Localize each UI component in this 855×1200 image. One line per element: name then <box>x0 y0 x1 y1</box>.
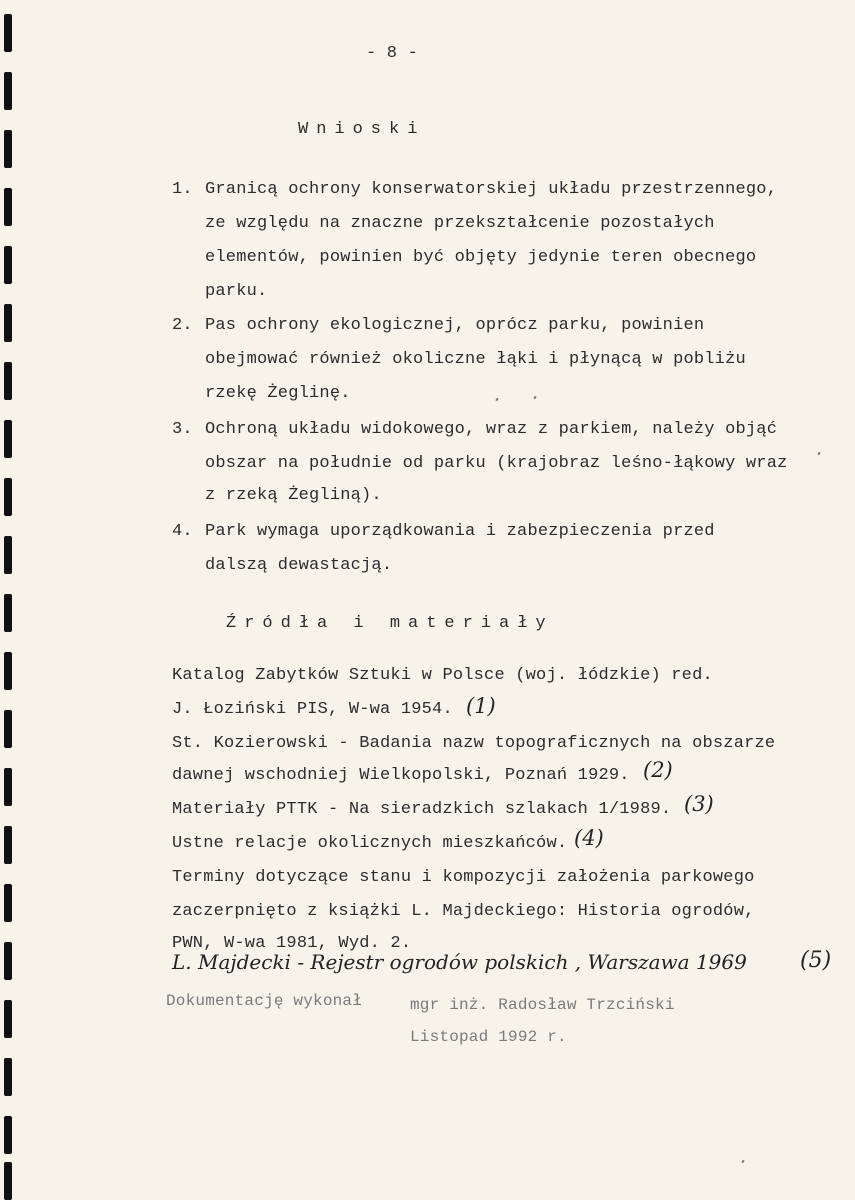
sources-heading: Źródła i materiały <box>226 614 554 633</box>
binding-hole <box>4 246 12 284</box>
scan-speck <box>495 398 498 402</box>
list-item-number: 1. <box>172 180 193 199</box>
handwritten-ref: (3) <box>684 792 714 816</box>
binding-hole <box>4 710 12 748</box>
list-item-line: ze względu na znaczne przekształcenie pozostałych <box>205 214 715 233</box>
list-item-number: 3. <box>172 420 193 439</box>
list-item-number: 2. <box>172 316 193 335</box>
binding-hole <box>4 304 12 342</box>
scan-speck <box>817 452 820 456</box>
binding-hole <box>4 594 12 632</box>
handwritten-ref: (2) <box>643 758 673 782</box>
list-item-line: obszar na południe od parku (krajobraz leśno-łąkowy wraz <box>205 454 788 473</box>
list-item-number: 4. <box>172 522 193 541</box>
list-item-line: dalszą dewastacją. <box>205 556 393 575</box>
handwritten-source-line: L. Majdecki - Rejestr ogrodów polskich , Warszawa 1969 <box>172 950 747 974</box>
page-number: - 8 - <box>366 44 419 63</box>
signature-date: Listopad 1992 r. <box>410 1028 567 1046</box>
list-item-line: z rzeką Żegliną). <box>205 486 382 505</box>
signature-author: mgr inż. Radosław Trzciński <box>410 996 675 1014</box>
source-line: Katalog Zabytków Sztuki w Polsce (woj. łódzkie) red. <box>172 666 713 685</box>
binding-hole <box>4 1058 12 1096</box>
binding-hole <box>4 826 12 864</box>
source-line: zaczerpnięto z książki L. Majdeckiego: Historia ogrodów, <box>172 902 755 921</box>
binding-hole <box>4 14 12 52</box>
source-line: Materiały PTTK - Na sieradzkich szlakach 1/1989. <box>172 800 672 819</box>
list-item-line: Park wymaga uporządkowania i zabezpieczenia przed <box>205 522 715 541</box>
list-item-line: rzekę Żeglinę. <box>205 384 351 403</box>
handwritten-ref: (1) <box>466 694 496 718</box>
list-item-line: elementów, powinien być objęty jedynie teren obecnego <box>205 248 757 267</box>
conclusions-heading: Wnioski <box>298 120 426 139</box>
source-line: J. Łoziński PIS, W-wa 1954. <box>172 700 453 719</box>
binding-hole <box>4 536 12 574</box>
list-item-line: Ochroną układu widokowego, wraz z parkiem, należy objąć <box>205 420 778 439</box>
scan-speck <box>741 1160 744 1164</box>
binding-hole <box>4 1162 12 1200</box>
list-item-line: obejmować również okoliczne łąki i płynącą w pobliżu <box>205 350 746 369</box>
list-item-line: Granicą ochrony konserwatorskiej układu przestrzennego, <box>205 180 778 199</box>
list-item-line: Pas ochrony ekologicznej, oprócz parku, powinien <box>205 316 705 335</box>
source-line: Ustne relacje okolicznych mieszkańców. <box>172 834 568 853</box>
binding-hole <box>4 420 12 458</box>
binding-hole <box>4 130 12 168</box>
list-item-line: parku. <box>205 282 268 301</box>
binding-hole <box>4 884 12 922</box>
binding-hole <box>4 1116 12 1154</box>
signature-label: Dokumentację wykonał <box>166 992 363 1010</box>
binding-hole <box>4 188 12 226</box>
binding-hole <box>4 768 12 806</box>
binding-hole <box>4 362 12 400</box>
scan-speck <box>533 396 536 400</box>
binding-hole <box>4 478 12 516</box>
handwritten-ref: (5) <box>800 948 832 973</box>
source-line: PWN, W-wa 1981, Wyd. 2. <box>172 934 412 953</box>
source-line: Terminy dotyczące stanu i kompozycji założenia parkowego <box>172 868 755 887</box>
binding-hole <box>4 942 12 980</box>
handwritten-ref: (4) <box>574 826 604 850</box>
binding-hole <box>4 1000 12 1038</box>
binding-hole <box>4 652 12 690</box>
source-line: dawnej wschodniej Wielkopolski, Poznań 1929. <box>172 766 630 785</box>
source-line: St. Kozierowski - Badania nazw topograficznych na obszarze <box>172 734 776 753</box>
binding-hole <box>4 72 12 110</box>
